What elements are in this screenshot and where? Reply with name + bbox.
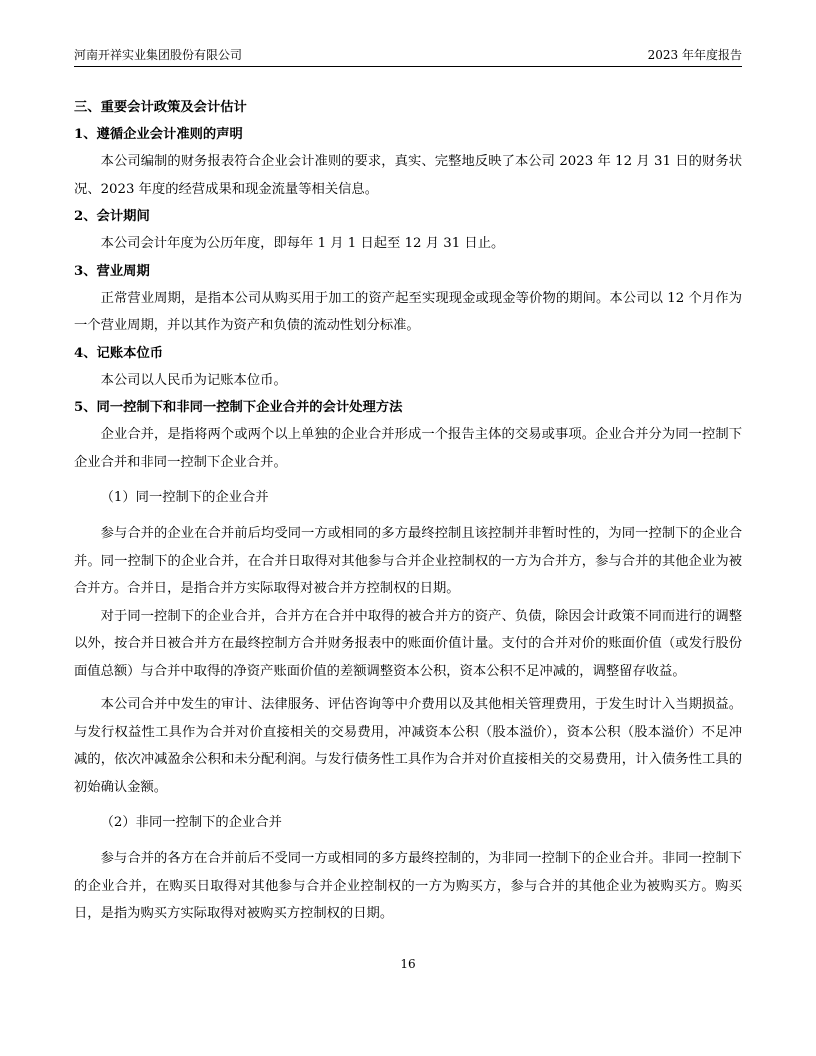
report-title: 2023 年年度报告 xyxy=(647,48,742,62)
paragraph: 企业合并，是指将两个或两个以上单独的企业合并形成一个报告主体的交易或事项。企业合并分为同一控制下企业合并和非同一控制下企业合并。 xyxy=(74,427,742,470)
paragraph: 参与合并的企业在合并前后均受同一方或相同的多方最终控制且该控制并非暂时性的，为同一控制下的企业合并。同一控制下的企业合并，在合并日取得对其他参与合并企业控制权的一方为合并方，参与合并的其他企业为被合并方。合并日，是指合并方实际取得对被合并方控制权的日期。 xyxy=(74,526,742,596)
page-number: 16 xyxy=(400,957,416,971)
subheading-same-control: （1）同一控制下的企业合并 xyxy=(100,490,269,505)
heading-accounting-period: 2、会计期间 xyxy=(74,209,150,224)
heading-business-combination: 5、同一控制下和非同一控制下企业合并的会计处理方法 xyxy=(74,400,403,415)
heading-functional-currency: 4、记账本位币 xyxy=(74,345,164,361)
paragraph: 对于同一控制下的企业合并，合并方在合并中取得的被合并方的资产、负债，除因会计政策不同而进行的调整以外，按合并日被合并方在最终控制方合并财务报表中的账面价值计量。支付的合并对价的账面价值（或发行股份面值总额）与合并中取得的净资产账面价值的差额调整资本公积，资本公积不足冲减的，调整留存收益。 xyxy=(74,608,742,679)
heading-operating-cycle: 3、营业周期 xyxy=(74,263,150,279)
page-header xyxy=(74,46,742,67)
paragraph: 本公司合并中发生的审计、法律服务、评估咨询等中介费用以及其他相关管理费用，于发生时计入当期损益。与发行权益性工具作为合并对价直接相关的交易费用，冲减资本公积（股本溢价），资本公积（股本溢价）不足冲减的，依次冲减盈余公积和未分配利润。与发行债务性工具作为合并对价直接相关的交易费用，计入债务性工具的初始确认金额。 xyxy=(74,697,742,795)
document-body xyxy=(74,94,742,928)
paragraph: 本公司以人民币为记账本位币。 xyxy=(100,372,287,388)
paragraph: 参与合并的各方在合并前后不受同一方或相同的多方最终控制的，为非同一控制下的企业合并。非同一控制下的企业合并，在购买日取得对其他参与合并企业控制权的一方为购买方，参与合并的其他企业为被购买方。购买日，是指为购买方实际取得对被购买方控制权的日期。 xyxy=(74,851,742,921)
section-title: 三、重要会计政策及会计估计 xyxy=(74,100,247,115)
paragraph: 本公司会计年度为公历年度，即每年 1 月 1 日起至 12 月 31 日止。 xyxy=(100,236,505,251)
subheading-non-same-control: （2）非同一控制下的企业合并 xyxy=(100,815,282,830)
company-name: 河南开祥实业集团股份有限公司 xyxy=(74,48,243,62)
paragraph: 本公司编制的财务报表符合企业会计准则的要求，真实、完整地反映了本公司 2023 年 12 月 31 日的财务状况、2023 年度的经营成果和现金流量等相关信息。 xyxy=(74,154,742,197)
paragraph: 正常营业周期，是指本公司从购买用于加工的资产起至实现现金或现金等价物的期间。本公司以 12 个月作为一个营业周期，并以其作为资产和负债的流动性划分标准。 xyxy=(74,290,742,333)
heading-accounting-standards: 1、遵循企业会计准则的声明 xyxy=(74,127,243,142)
